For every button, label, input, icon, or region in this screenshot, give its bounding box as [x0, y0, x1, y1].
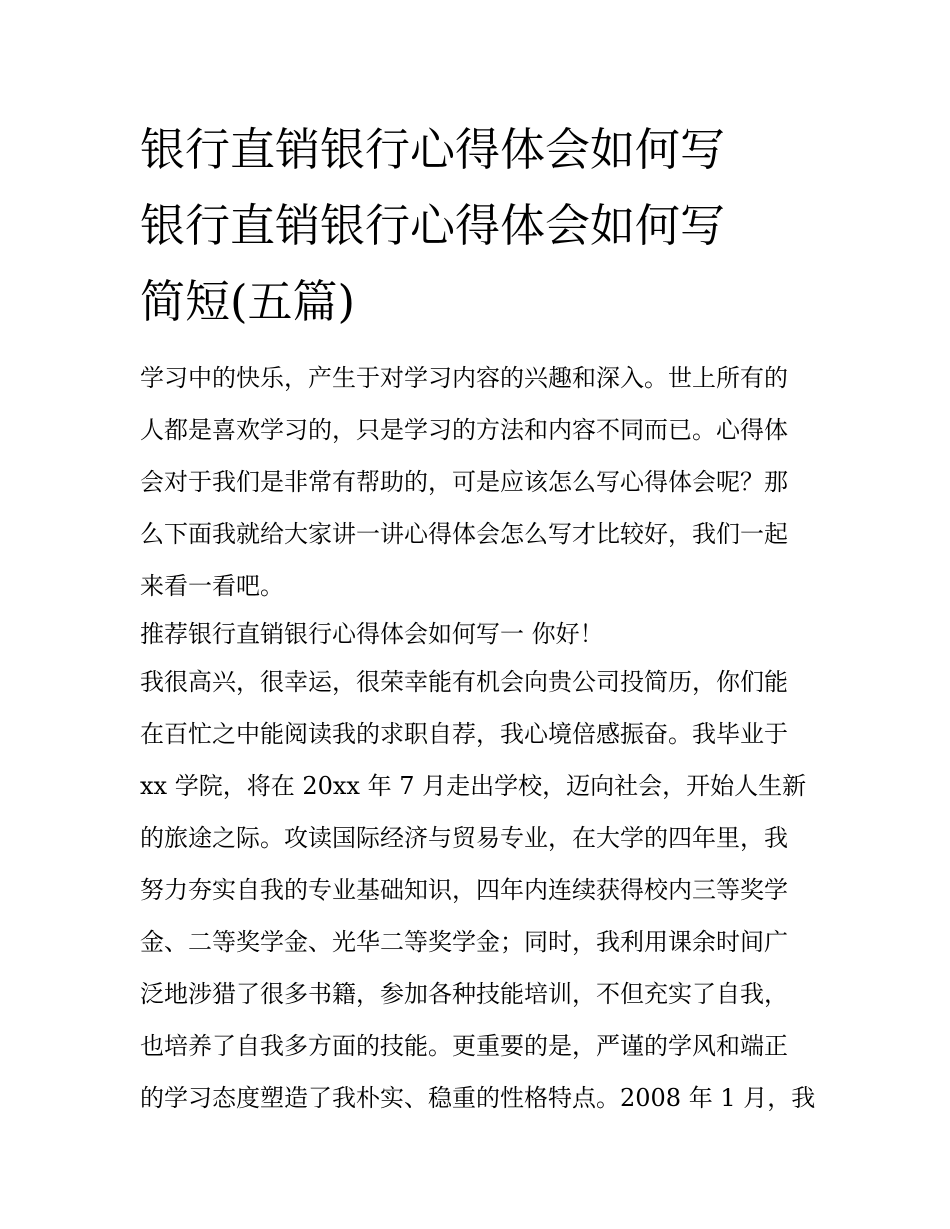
title-line: 银行直销银行心得体会如何写	[140, 123, 726, 176]
body-line: 我很高兴，很幸运，很荣幸能有机会向贵公司投简历，你们能	[140, 668, 788, 696]
body-line: 努力夯实自我的专业基础知识，四年内连续获得校内三等奖学	[140, 876, 788, 904]
body-line: 在百忙之中能阅读我的求职自荐，我心境倍感振奋。我毕业于	[140, 720, 788, 748]
body-line: 泛地涉猎了很多书籍，参加各种技能培训，不但充实了自我，	[140, 980, 788, 1008]
body-line: 会对于我们是非常有帮助的，可是应该怎么写心得体会呢？那	[140, 468, 788, 496]
section-heading-line: 推荐银行直销银行心得体会如何写一 你好！	[140, 620, 604, 648]
body-line: 的旅途之际。攻读国际经济与贸易专业，在大学的四年里，我	[140, 824, 788, 852]
body-line: 么下面我就给大家讲一讲心得体会怎么写才比较好，我们一起	[140, 520, 788, 548]
title-line: 银行直销银行心得体会如何写	[140, 199, 726, 252]
body-line: 来看一看吧。	[140, 572, 284, 600]
title-line: 简短(五篇)	[140, 275, 356, 328]
body-line: 也培养了自我多方面的技能。更重要的是，严谨的学风和端正	[140, 1032, 788, 1060]
body-line: 的学习态度塑造了我朴实、稳重的性格特点。2008 年 1 月，我	[140, 1084, 816, 1112]
document-title	[140, 112, 820, 340]
body-line: 学习中的快乐，产生于对学习内容的兴趣和深入。世上所有的	[140, 364, 788, 392]
body-line: xx 学院，将在 20xx 年 7 月走出学校，迈向社会，开始人生新	[140, 772, 807, 800]
body-line: 金、二等奖学金、光华二等奖学金；同时，我利用课余时间广	[140, 928, 788, 956]
document-body	[140, 352, 820, 1124]
body-line: 人都是喜欢学习的，只是学习的方法和内容不同而已。心得体	[140, 416, 788, 444]
